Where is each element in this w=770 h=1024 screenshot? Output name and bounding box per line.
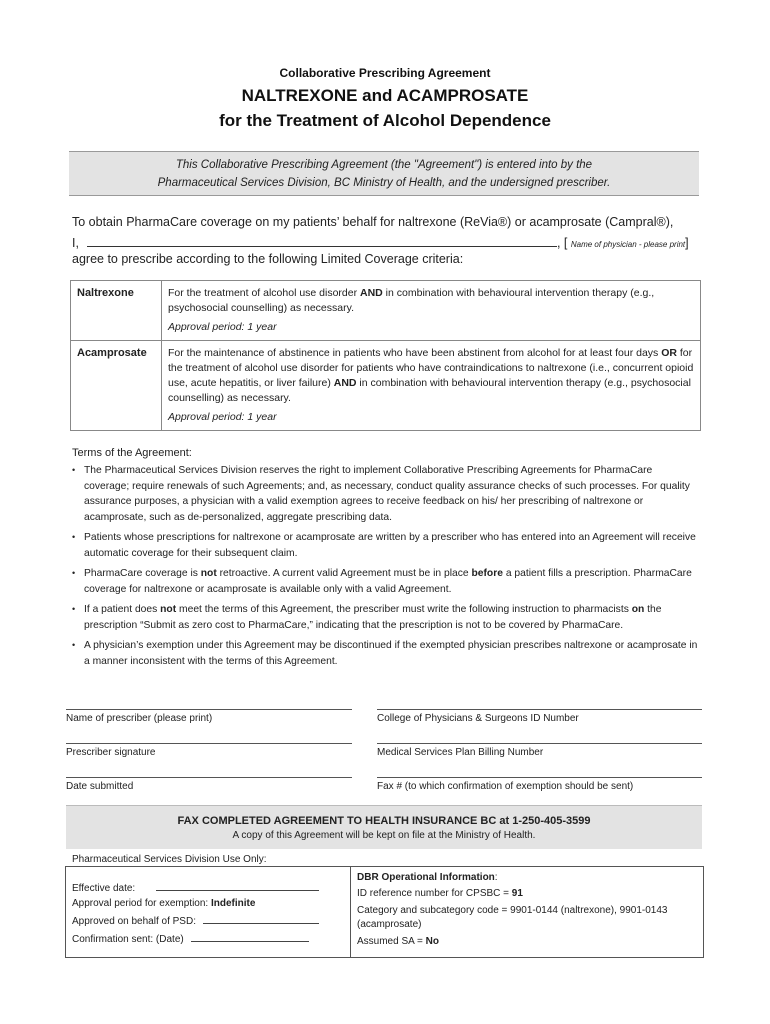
intro-line2: Pharmaceutical Services Division, BC Ministry of Health, and the undersigned prescriber. — [157, 177, 611, 189]
criteria-row-acamprosate — [71, 341, 701, 431]
confirmation-sent-label: Confirmation sent: (Date) — [72, 934, 184, 945]
psd-confirmation-row — [72, 932, 309, 945]
term-4-a: If a patient does — [84, 604, 161, 615]
dbr-id-line — [357, 887, 697, 901]
fax-instruction: FAX COMPLETED AGREEMENT TO HEALTH INSURANCE BC at 1-250-405-3599 — [177, 815, 591, 827]
acamprosate-bold-a: OR — [661, 347, 677, 359]
approval-period-acamprosate: Approval period: 1 year — [168, 411, 277, 423]
approval-period-value: Indefinite — [210, 898, 256, 909]
dbr-sa-label: Assumed SA = — [357, 936, 426, 947]
drug-name-naltrexone: Naltrexone — [71, 281, 162, 341]
terms-title: Terms of the Agreement: — [72, 447, 192, 459]
term-4-d: on — [631, 604, 645, 615]
term-3-d: before — [471, 568, 503, 579]
bullet-icon: • — [72, 465, 76, 475]
fax-number-label: Fax # (to which confirmation of exemption should be sent) — [377, 781, 634, 792]
term-4-b: not — [160, 604, 177, 615]
effective-date-field[interactable] — [156, 881, 319, 891]
naltrexone-text-a: For the treatment of alcohol use disorder — [168, 287, 361, 299]
criteria-acamprosate — [162, 341, 701, 431]
effective-date-label: Effective date: — [72, 883, 136, 894]
term-4-c: meet the terms of this Agreement, the prescriber must write the following instruction to pharmacists — [176, 604, 632, 615]
term-5-text: A physician’s exemption under this Agreement may be discontinued if the exempted physician prescribes naltrexone or acamprosate in a manner inconsistent with the terms of this Agreement. — [84, 640, 698, 667]
term-4-e: the prescription “Submit as zero cost to PharmaCare,” indicating that the prescription is not to be covered by PharmaCare. — [84, 604, 662, 631]
term-1-text: The Pharmaceutical Services Division reserves the right to implement Collaborative Prescribing Agreements for PharmaCare coverage; require renewals of such Agreements; and, as necessary, conduct quality assurance checks of such processes. For quality assurance purposes, a physician with a valid exemption agrees to receive feedback on his/ her prescribing of naltrexone or acamprosate, such as de-personalized, aggregate prescribing data. — [84, 465, 690, 523]
dbr-sa-line — [357, 935, 697, 949]
criteria-row-naltrexone — [71, 281, 701, 341]
college-id-label: College of Physicians & Surgeons ID Number — [377, 713, 579, 724]
college-id-field[interactable] — [377, 709, 702, 724]
naltrexone-bold-a: AND — [360, 287, 383, 299]
dbr-title-line — [357, 871, 697, 885]
confirmation-sent-field[interactable] — [191, 932, 309, 942]
acamprosate-text-c: in combination with behavioural intervention therapy (e.g., psychosocial counselling) as necessary. — [168, 377, 691, 404]
form-subtitle: Collaborative Prescribing Agreement — [279, 66, 491, 80]
psd-divider — [350, 866, 351, 958]
term-3-e: a patient fills a prescription. PharmaCare coverage for naltrexone or acamprosate is available only with a valid Agreement. — [84, 568, 692, 595]
approved-by-label: Approved on behalf of PSD: — [72, 916, 196, 927]
acamprosate-bold-b: AND — [333, 377, 357, 389]
bullet-icon: • — [72, 568, 76, 578]
approval-period-naltrexone: Approval period: 1 year — [168, 321, 277, 333]
msp-billing-label: Medical Services Plan Billing Number — [377, 747, 544, 758]
dbr-title: DBR Operational Information — [357, 872, 495, 883]
term-item — [70, 602, 700, 633]
term-item — [70, 566, 700, 597]
prescriber-signature-field[interactable] — [66, 743, 352, 758]
dbr-id-value: 91 — [511, 888, 523, 899]
bullet-icon: • — [72, 604, 76, 614]
dbr-sa-value: No — [425, 936, 439, 947]
term-2-text: Patients whose prescriptions for naltrexone or acamprosate are written by a prescriber who has entered into an Agreement will receive automatic coverage for their subsequent claim. — [84, 532, 696, 559]
intro-box — [69, 151, 699, 196]
form-title-line1: NALTREXONE and ACAMPROSATE — [241, 86, 529, 105]
criteria-naltrexone — [162, 281, 701, 341]
dbr-colon: : — [494, 872, 498, 883]
terms-list — [70, 463, 700, 674]
drug-name-acamprosate: Acamprosate — [71, 341, 162, 431]
physician-name-field[interactable] — [87, 236, 557, 247]
term-item — [70, 638, 700, 669]
i-prefix: I, — [72, 236, 79, 250]
agree-statement: agree to prescribe according to the following Limited Coverage criteria: — [72, 252, 464, 266]
term-3-a: PharmaCare coverage is — [84, 568, 201, 579]
dbr-id-label: ID reference number for CPSBC = — [357, 888, 512, 899]
prescriber-name-field[interactable] — [66, 709, 352, 724]
physician-name-line — [72, 236, 702, 250]
fax-instructions-box — [66, 805, 702, 849]
psd-use-title: Pharmaceutical Services Division Use Only: — [72, 854, 267, 865]
date-submitted-field[interactable] — [66, 777, 352, 792]
date-submitted-label: Date submitted — [66, 781, 134, 792]
i-suffix: , [ — [556, 236, 568, 250]
psd-approved-by-row — [72, 914, 319, 927]
psd-effective-date-row — [72, 881, 319, 894]
bracket-close: ] — [685, 236, 689, 250]
approval-period-label: Approval period for exemption: — [72, 898, 211, 909]
dbr-category: Category and subcategory code = 9901-0144 (naltrexone), 9901-0143 (acamprosate) — [357, 905, 668, 930]
acamprosate-text-a: For the maintenance of abstinence in patients who have been abstinent from alcohol for at least four days — [168, 347, 662, 359]
acamprosate-text-b: for the treatment of alcohol use disorder for patients who have contraindications to naltrexone (i.e., concurrent opioid use, acute hepatitis, or liver failure) — [168, 347, 694, 389]
term-item — [70, 463, 700, 525]
bullet-icon: • — [72, 640, 76, 650]
approved-by-field[interactable] — [203, 914, 319, 924]
intro-line1: This Collaborative Prescribing Agreement (the "Agreement") is entered into by the — [175, 159, 593, 171]
prescriber-name-label: Name of prescriber (please print) — [66, 713, 213, 724]
physician-name-hint: Name of physician - please print — [570, 240, 686, 249]
dbr-info — [357, 871, 697, 949]
term-3-c: retroactive. A current valid Agreement must be in place — [216, 568, 472, 579]
msp-billing-field[interactable] — [377, 743, 702, 758]
term-item — [70, 530, 700, 561]
psd-approval-period-row — [72, 898, 255, 909]
term-3-b: not — [200, 568, 217, 579]
naltrexone-text-b: in combination with behavioural intervention therapy (e.g., psychosocial counselling) as necessary. — [168, 287, 655, 314]
fax-number-field[interactable] — [377, 777, 702, 792]
form-title-line2: for the Treatment of Alcohol Dependence — [219, 111, 551, 130]
coverage-statement: To obtain PharmaCare coverage on my patients’ behalf for naltrexone (ReVia®) or acamprosate (Campral®), — [72, 215, 674, 229]
criteria-table — [70, 280, 701, 431]
fax-subnote: A copy of this Agreement will be kept on file at the Ministry of Health. — [232, 830, 536, 841]
bullet-icon: • — [72, 532, 76, 542]
prescriber-signature-label: Prescriber signature — [66, 747, 156, 758]
